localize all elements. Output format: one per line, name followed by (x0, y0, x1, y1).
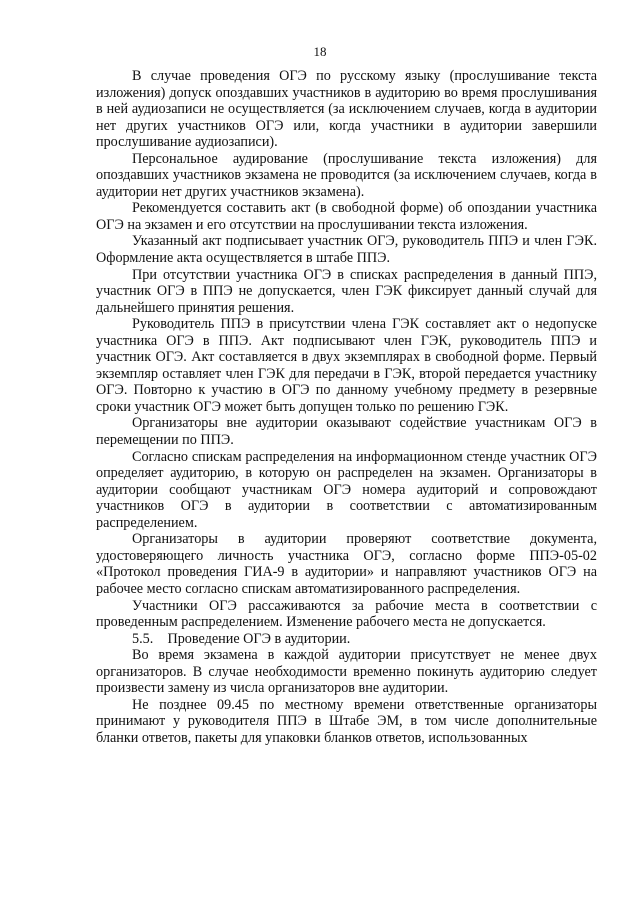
page-number: 18 (313, 44, 327, 59)
paragraph: Персональное аудирование (прослушивание текста изложения) для опоздавших участников экзамена не проводится (за исключением случаев, когда в аудитории нет других участников экзамена). (96, 150, 597, 200)
paragraph: Во время экзамена в каждой аудитории присутствует не менее двух организаторов. В случае необходимости временно покинуть аудиторию следует произвести замену из числа организаторов вне аудитории. (96, 647, 597, 697)
paragraph: При отсутствии участника ОГЭ в списках распределения в данный ППЭ, участник ОГЭ в ППЭ не допускается, член ГЭК фиксирует данный случай для дальнейшего принятия решения. (96, 266, 597, 316)
paragraph: Согласно спискам распределения на информационном стенде участник ОГЭ определяет аудиторию, в которую он распределен на экзамен. Организаторы в аудитории сообщают участникам ОГЭ номера аудиторий и сопровождают участников ОГЭ в аудитории в соответствии с автоматизированным распределением. (96, 448, 597, 531)
paragraph: Организаторы вне аудитории оказывают содействие участникам ОГЭ в перемещении по ППЭ. (96, 415, 597, 449)
paragraph: Участники ОГЭ рассаживаются за рабочие места в соответствии с проведенным распределением. Изменение рабочего места не допускается. (96, 597, 597, 631)
document-body (96, 68, 597, 746)
section-heading: 5.5. Проведение ОГЭ в аудитории. (132, 630, 351, 647)
paragraph: Организаторы в аудитории проверяют соответствие документа, удостоверяющего личность участника ОГЭ, согласно форме ППЭ-05-02 «Протокол проведения ГИА-9 в аудитории» и направляют участников ОГЭ на рабочее место согласно спискам автоматизированного распределения. (96, 531, 597, 597)
paragraph: Рекомендуется составить акт (в свободной форме) об опоздании участника ОГЭ на экзамен и его отсутствии на прослушивании текста изложения. (96, 200, 597, 233)
paragraph: Руководитель ППЭ в присутствии члена ГЭК составляет акт о недопуске участника ОГЭ в ППЭ. Акт подписывают член ГЭК, руководитель ППЭ и участник ОГЭ. Акт составляется в двух экземплярах в свободной форме. Первый экземпляр оставляет член ГЭК для передачи в ГЭК, второй передается участнику ОГЭ. Повторно к участию в ОГЭ по данному учебному предмету в резервные сроки участник ОГЭ может быть допущен только по решению ГЭК. (96, 316, 597, 415)
paragraph: Указанный акт подписывает участник ОГЭ, руководитель ППЭ и член ГЭК. Оформление акта осуществляется в штабе ППЭ. (96, 233, 597, 267)
paragraph: В случае проведения ОГЭ по русскому языку (прослушивание текста изложения) допуск опоздавших участников в аудиторию во время прослушивания в ней аудиозаписи не осуществляется (за исключением случаев, когда в аудитории нет других участников ОГЭ или, когда участники в аудитории завершили прослушивание аудиозаписи). (96, 68, 597, 151)
paragraph: Не позднее 09.45 по местному времени ответственные организаторы принимают у руководителя ППЭ в Штабе ЭМ, в том числе дополнительные бланки ответов, пакеты для упаковки бланков ответов, использованных (96, 696, 597, 746)
